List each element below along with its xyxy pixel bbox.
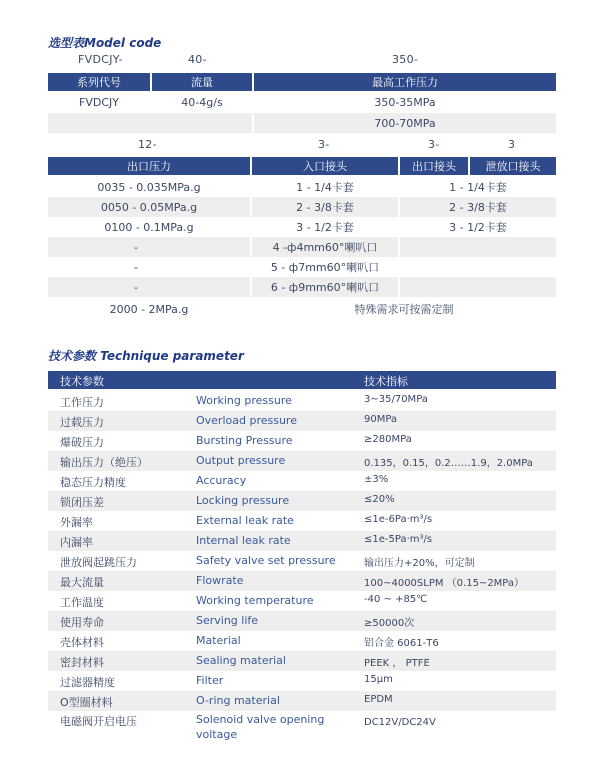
outlet-dash-1: -: [134, 240, 138, 254]
outlet-dash-2: -: [134, 260, 138, 274]
outlet-0035: 0035 - 0.035MPa.g: [97, 180, 201, 194]
table-row: [48, 611, 556, 631]
param-value: ≥280MPa: [364, 434, 412, 445]
code-part-outlet: 12-: [138, 138, 157, 151]
table-row: [48, 531, 556, 551]
header-vent-joint: 泄放口接头: [470, 157, 556, 175]
param-name-cn: 电磁阀开启电压: [60, 715, 137, 728]
param-value: ±3%: [364, 474, 389, 485]
table-row: [48, 571, 556, 591]
param-name-cn: 密封材料: [60, 656, 104, 669]
param-name-en: Accuracy: [196, 474, 247, 487]
custom-note: 特殊需求可按需定制: [354, 303, 454, 316]
table-row: [48, 651, 556, 671]
param-name-cn: 过载压力: [60, 416, 104, 429]
inlet-4: 4 -ф4mm60°喇叭口: [272, 241, 378, 254]
technique-title: 技术参数 Technique parameter: [48, 349, 244, 363]
cell-pressure-350: 350-35MPa: [374, 95, 436, 109]
param-name-en: Overload pressure: [196, 414, 297, 427]
cell-flow: 40-4g/s: [181, 95, 223, 109]
param-value: 90MPa: [364, 414, 398, 425]
param-name-en: Bursting Pressure: [196, 434, 293, 447]
param-name-en: External leak rate: [196, 514, 294, 527]
param-name-cn: 过滤器精度: [60, 676, 115, 689]
param-name-en: Safety valve set pressure: [196, 554, 336, 567]
outlet-dash-3: -: [134, 280, 138, 294]
shade-r4c: [400, 237, 556, 257]
inlet-1: 1 - 1/4卡套: [296, 181, 354, 194]
param-value: 3~35/70MPa: [364, 394, 428, 405]
code-part-pressure: 350-: [392, 53, 419, 66]
param-value: PEEK ， PTFE: [364, 658, 430, 669]
table-row: [48, 671, 556, 691]
code-part-vent: 3: [508, 138, 516, 151]
header-spec: 技术指标: [364, 375, 408, 388]
param-name-cn: 锁闭压差: [60, 496, 104, 509]
param-value: 铝合金 6061-T6: [364, 638, 439, 649]
header-outlet-joint: 出口接头: [400, 157, 468, 175]
param-name-en: Working pressure: [196, 394, 292, 407]
header-flow: 流量: [152, 73, 252, 91]
outlet-joint-2: 2 - 3/8卡套: [449, 201, 507, 214]
table-row: [48, 711, 556, 745]
inlet-3: 3 - 1/2卡套: [296, 221, 354, 234]
header-max-pressure: 最高工作压力: [254, 73, 556, 91]
param-name-cn: 爆破压力: [60, 436, 104, 449]
header-param: 技术参数: [60, 375, 104, 388]
table-row: [48, 691, 556, 711]
cell-series: FVDCJY: [79, 95, 119, 109]
param-value: ≤1e-5Pa·m³/s: [364, 534, 433, 545]
param-value: ≥50000次: [364, 618, 415, 629]
param-name-en: Filter: [196, 674, 224, 687]
table-row: [48, 391, 556, 411]
table-row: [48, 591, 556, 611]
table-row: [48, 491, 556, 511]
param-name-en: Serving life: [196, 614, 259, 627]
model-code-title: 选型表Model code: [48, 36, 162, 50]
param-name-en: Material: [196, 634, 241, 647]
code-part-series: FVDCJY-: [78, 53, 123, 66]
outlet-joint-1: 1 - 1/4卡套: [449, 181, 507, 194]
param-name-en: Working temperature: [196, 594, 314, 607]
outlet-2000: 2000 - 2MPa.g: [109, 302, 189, 316]
param-name-cn: 工作温度: [60, 596, 104, 609]
table-row: [48, 471, 556, 491]
param-value: 100~4000SLPM （0.15~2MPa）: [364, 578, 525, 589]
table-row: [48, 431, 556, 451]
inlet-6: 6 - ф9mm60°喇叭口: [270, 281, 380, 294]
header-inlet-joint: 入口接头: [252, 157, 398, 175]
param-name-cn: 壳体材料: [60, 636, 104, 649]
param-name-en-line2: voltage: [196, 728, 238, 741]
code-part-flow: 40-: [188, 53, 207, 66]
param-value: 15μm: [364, 674, 393, 685]
param-name-cn: 输出压力（绝压）: [60, 456, 148, 469]
code-part-inlet: 3-: [318, 138, 330, 151]
param-value: -40 ~ +85℃: [364, 594, 428, 605]
param-name-en: O-ring material: [196, 694, 280, 707]
param-name-cn: 工作压力: [60, 396, 104, 409]
param-name-en: Output pressure: [196, 454, 286, 467]
cell-pressure-700: 700-70MPa: [374, 116, 436, 130]
param-name-cn: 内漏率: [60, 536, 93, 549]
outlet-0050: 0050 - 0.05MPa.g: [100, 200, 198, 214]
table-row: [48, 451, 556, 471]
param-name-cn: 使用寿命: [60, 616, 104, 629]
param-name-en: Locking pressure: [196, 494, 290, 507]
outlet-joint-3: 3 - 1/2卡套: [449, 221, 507, 234]
inlet-2: 2 - 3/8卡套: [296, 201, 354, 214]
code-part-outlet-joint: 3-: [428, 138, 440, 151]
shade-r6c: [400, 277, 556, 297]
param-name-cn: 最大流量: [60, 576, 104, 589]
param-name-cn: 泄放阀起跳压力: [60, 556, 137, 569]
table-row: [48, 411, 556, 431]
shade-row2-left: [48, 113, 252, 133]
param-value: DC12V/DC24V: [364, 717, 436, 728]
param-name-en: Flowrate: [196, 574, 244, 587]
param-name-cn: 稳态压力精度: [60, 476, 126, 489]
table-row: [48, 511, 556, 531]
param-name-cn: O型圈材料: [60, 696, 113, 709]
header-series-code: 系列代号: [48, 73, 150, 91]
table-row: [48, 551, 556, 571]
param-value: 输出压力+20%，可定制: [364, 558, 475, 569]
param-value: EPDM: [364, 694, 393, 705]
param-name-cn: 外漏率: [60, 516, 93, 529]
param-name-en: Solenoid valve opening: [196, 713, 325, 726]
param-value: ≤1e-6Pa·m³/s: [364, 514, 433, 525]
param-name-en: Internal leak rate: [196, 534, 291, 547]
inlet-5: 5 - ф7mm60°喇叭口: [270, 261, 380, 274]
param-value: ≤20%: [364, 494, 395, 505]
table-row: [48, 631, 556, 651]
technique-header: [48, 371, 556, 389]
header-outlet-pressure: 出口压力: [48, 157, 250, 175]
param-name-en: Sealing material: [196, 654, 286, 667]
outlet-0100: 0100 - 0.1MPa.g: [104, 220, 194, 234]
param-value: 0.135，0.15，0.2……1.9，2.0MPa: [364, 458, 533, 469]
